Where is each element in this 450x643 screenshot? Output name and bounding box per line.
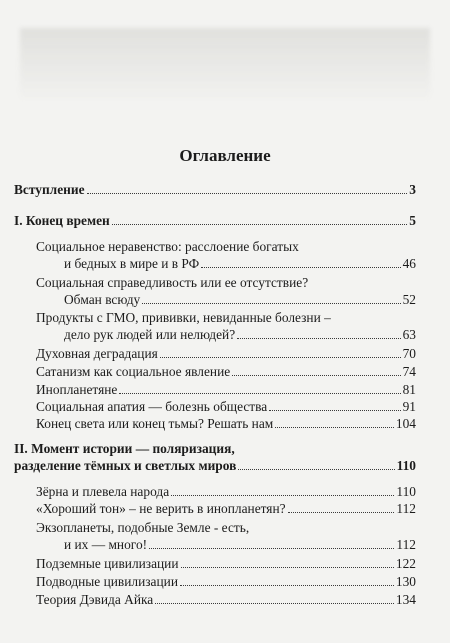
toc-entry [36, 591, 416, 608]
toc-entry-page: 3 [409, 182, 416, 197]
page-title: Оглавление [179, 146, 271, 165]
dot-leader [238, 469, 394, 470]
toc-entry [36, 483, 416, 500]
dot-leader [232, 375, 400, 376]
dot-leader [180, 585, 394, 586]
dot-leader [181, 567, 394, 568]
toc-entry-label: Конец света или конец тьмы? Решать нам [36, 416, 274, 431]
toc-entry [14, 212, 416, 229]
dot-leader [87, 193, 408, 194]
toc-entry [36, 363, 416, 380]
toc-entry-page: 134 [395, 592, 416, 607]
toc-entry-label: Социальная апатия — болезнь общества [36, 399, 268, 414]
toc-entry-label: Обман всюду [64, 292, 141, 307]
dot-leader [237, 338, 400, 339]
toc-entry [14, 457, 416, 474]
dot-leader [119, 393, 400, 394]
toc-entry-first-line: II. Момент истории — поляризация, [14, 441, 235, 456]
toc-entry-page: 130 [395, 574, 416, 589]
toc-entry-page: 74 [402, 364, 416, 379]
toc-entry-page: 110 [396, 458, 416, 473]
dot-leader [288, 512, 395, 513]
dot-leader [112, 224, 408, 225]
toc-entry [36, 381, 416, 398]
toc-entry-page: 70 [402, 346, 416, 361]
toc-entry-label: Сатанизм как социальное явление [36, 364, 231, 379]
toc-entry-first-line: Социальное неравенство: расслоение богатых [36, 239, 299, 254]
toc-entry-page: 46 [402, 256, 416, 271]
toc-entry-label: Вступление [14, 182, 85, 197]
toc-entry-page: 63 [402, 327, 416, 342]
toc-entry [64, 536, 416, 553]
dot-leader [171, 495, 394, 496]
toc-entry [36, 415, 416, 432]
dot-leader [269, 410, 400, 411]
toc-entry-page: 5 [409, 213, 416, 228]
toc-entry-page: 112 [396, 537, 416, 552]
toc-entry-label: «Хороший тон» – не верить в инопланетян? [36, 501, 286, 516]
toc-entry-label: Подземные цивилизации [36, 556, 179, 571]
toc-entry-label: и бедных в мире и в РФ [64, 256, 200, 271]
toc-entry-label: разделение тёмных и светлых миров [14, 458, 237, 473]
toc-entry [36, 398, 416, 415]
toc-entry-label: I. Конец времен [14, 213, 110, 228]
toc-entry [14, 181, 416, 198]
dot-leader [275, 427, 394, 428]
toc-entry [64, 255, 416, 272]
dot-leader [149, 548, 394, 549]
dot-leader [201, 267, 400, 268]
toc-entry-first-line: Социальная справедливость или ее отсутствие? [36, 275, 309, 290]
toc-entry [64, 326, 416, 343]
toc-entry [64, 291, 416, 308]
toc-entry [36, 345, 416, 362]
toc-entry-label: дело рук людей или нелюдей? [64, 327, 236, 342]
toc-entry [36, 555, 416, 572]
toc-entry-page: 91 [402, 399, 416, 414]
dot-leader [142, 303, 400, 304]
toc-entry-label: Зёрна и плевела народа [36, 484, 170, 499]
toc-entry [36, 500, 416, 517]
toc-entry-page: 110 [396, 484, 416, 499]
toc-entry-label: и их — много! [64, 537, 148, 552]
toc-entry [36, 573, 416, 590]
toc-entry-page: 104 [395, 416, 416, 431]
show-through-text [20, 28, 430, 98]
toc-entry-page: 81 [402, 382, 416, 397]
toc-entry-page: 52 [402, 292, 416, 307]
toc-entry-label: Духовная деградация [36, 346, 158, 361]
toc-entry-label: Подводные цивилизации [36, 574, 179, 589]
toc-entry-first-line: Продукты с ГМО, прививки, невиданные болезни – [36, 310, 331, 325]
dot-leader [160, 357, 401, 358]
toc-entry-label: Теория Дэвида Айка [36, 592, 154, 607]
toc-entry-first-line: Экзопланеты, подобные Земле - есть, [36, 520, 250, 535]
toc-entry-label: Инопланетяне [36, 382, 118, 397]
toc-entry-page: 122 [395, 556, 416, 571]
dot-leader [155, 603, 394, 604]
toc-entry-page: 112 [396, 501, 416, 516]
